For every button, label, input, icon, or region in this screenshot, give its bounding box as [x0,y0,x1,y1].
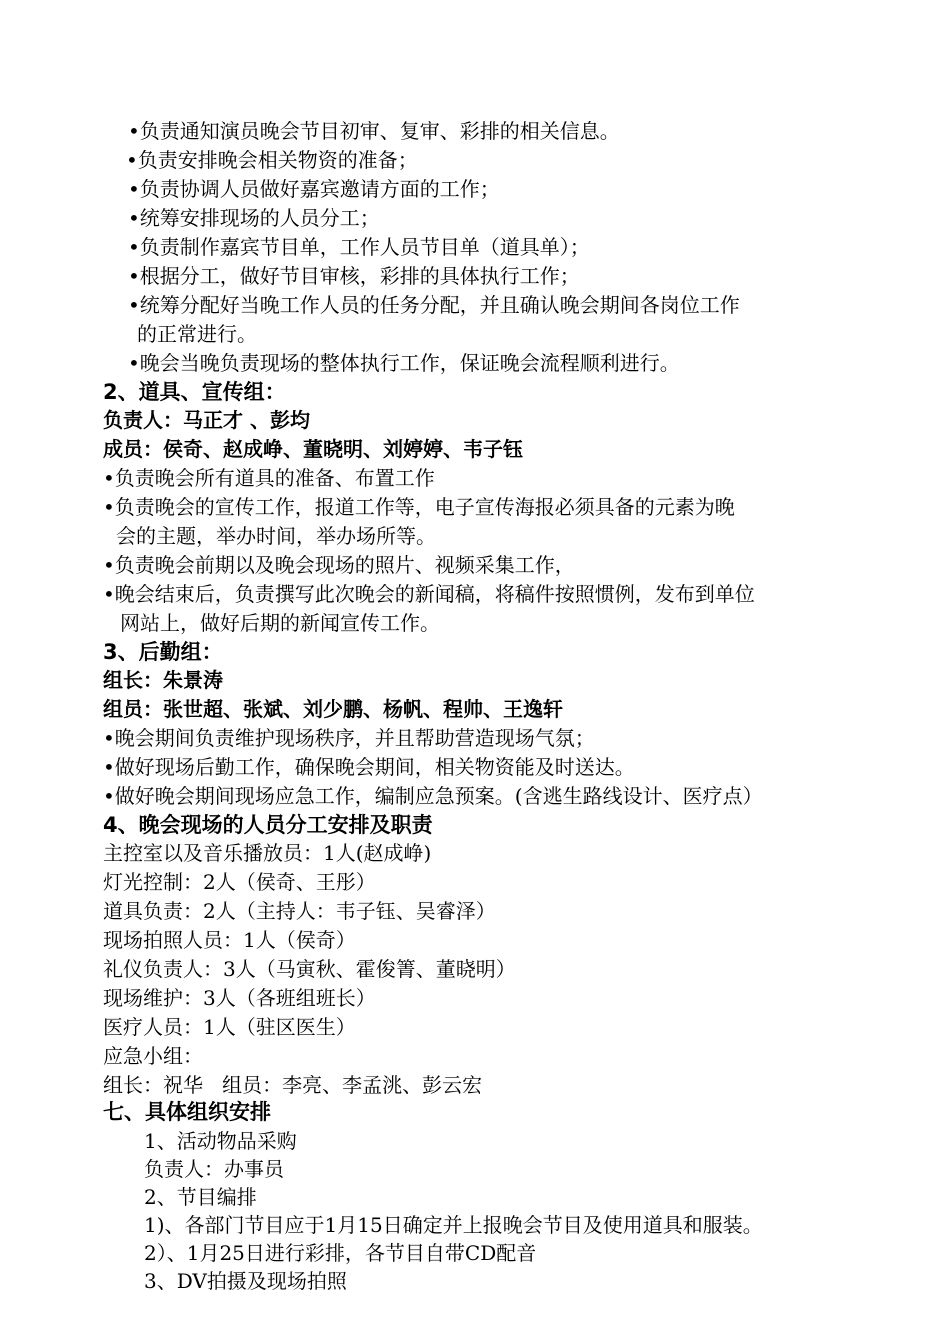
g2-bullet-2: •负责晚会的宣传工作，报道工作等，电子宣传海报必须具备的元素为晚 [103,495,735,519]
g1-bullet-6: •根据分工，做好节目审核，彩排的具体执行工作； [128,264,580,288]
section7-title: 七、具体组织安排 [103,1100,271,1124]
s7-line-2: 负责人：办事员 [144,1157,284,1181]
s7-line-1: 1、活动物品采购 [144,1129,297,1153]
g2-bullet-3: •负责晚会前期以及晚会现场的照片、视频采集工作， [103,553,575,577]
g2-title: 2、道具、宣传组： [103,380,286,404]
g3-bullet-3: •做好晚会期间现场应急工作，编制应急预案。(含逃生路线设计、医疗点） [103,784,763,808]
g1-bullet-1: •负责通知演员晚会节目初审、复审、彩排的相关信息。 [128,119,620,143]
g2-members: 成员：侯奇、赵成峥、董晓明、刘婷婷、韦子钰 [103,437,523,461]
g4-title: 4、晚会现场的人员分工安排及职责 [103,813,433,837]
g2-leader: 负责人：马正才 、彭均 [103,408,310,432]
g2-bullet-4-cont: 网站上，做好后期的新闻宣传工作。 [120,611,440,635]
g1-bullet-8: •晚会当晚负责现场的整体执行工作，保证晚会流程顺利进行。 [128,351,680,375]
g2-bullet-1: •负责晚会所有道具的准备、布置工作 [103,466,435,490]
g1-bullet-7-cont: 的正常进行。 [137,322,257,346]
g2-bullet-4: •晚会结束后，负责撰写此次晚会的新闻稿，将稿件按照惯例，发布到单位 [103,582,755,606]
s7-line-5: 2）、1月25日进行彩排，各节目自带CD配音 [144,1241,537,1265]
g4-line-5: 礼仪负责人：3人（马寅秋、霍俊箐、董晓明） [103,957,516,981]
g1-bullet-3: •负责协调人员做好嘉宾邀请方面的工作； [128,177,500,201]
g3-leader: 组长：朱景涛 [103,668,223,692]
g1-bullet-7: •统筹分配好当晚工作人员的任务分配，并且确认晚会期间各岗位工作 [128,293,740,317]
g4-line-3: 道具负责：2人（主持人：韦子钰、吴睿泽） [103,899,496,923]
g3-members: 组员：张世超、张斌、刘少鹏、杨帆、程帅、王逸轩 [103,697,563,721]
g2-bullet-2-cont: 会的主题，举办时间，举办场所等。 [116,524,436,548]
s7-line-6: 3、DV拍摄及现场拍照 [144,1269,347,1293]
g1-bullet-2: •负责安排晚会相关物资的准备； [126,148,418,172]
g4-line-9: 组长：祝华 组员：李亮、李孟洮、彭云宏 [103,1073,483,1097]
g1-bullet-5: •负责制作嘉宾节目单，工作人员节目单（道具单）； [128,235,590,259]
g3-bullet-1: •晚会期间负责维护现场秩序，并且帮助营造现场气氛； [103,726,595,750]
g4-line-6: 现场维护：3人（各班组班长） [103,986,376,1010]
g4-line-7: 医疗人员：1人（驻区医生） [103,1015,356,1039]
g4-line-2: 灯光控制：2人（侯奇、王彤） [103,870,376,894]
s7-line-4: 1)、各部门节目应于1月15日确定并上报晚会节目及使用道具和服装。 [144,1213,763,1237]
s7-line-3: 2、节目编排 [144,1185,257,1209]
g1-bullet-4: •统筹安排现场的人员分工； [128,206,380,230]
g4-line-8: 应急小组： [103,1044,203,1068]
g4-line-4: 现场拍照人员：1人（侯奇） [103,928,356,952]
g3-bullet-2: •做好现场后勤工作，确保晚会期间，相关物资能及时送达。 [103,755,635,779]
g4-line-1: 主控室以及音乐播放员：1人(赵成峥) [103,841,432,865]
g3-title: 3、后勤组： [103,640,223,664]
